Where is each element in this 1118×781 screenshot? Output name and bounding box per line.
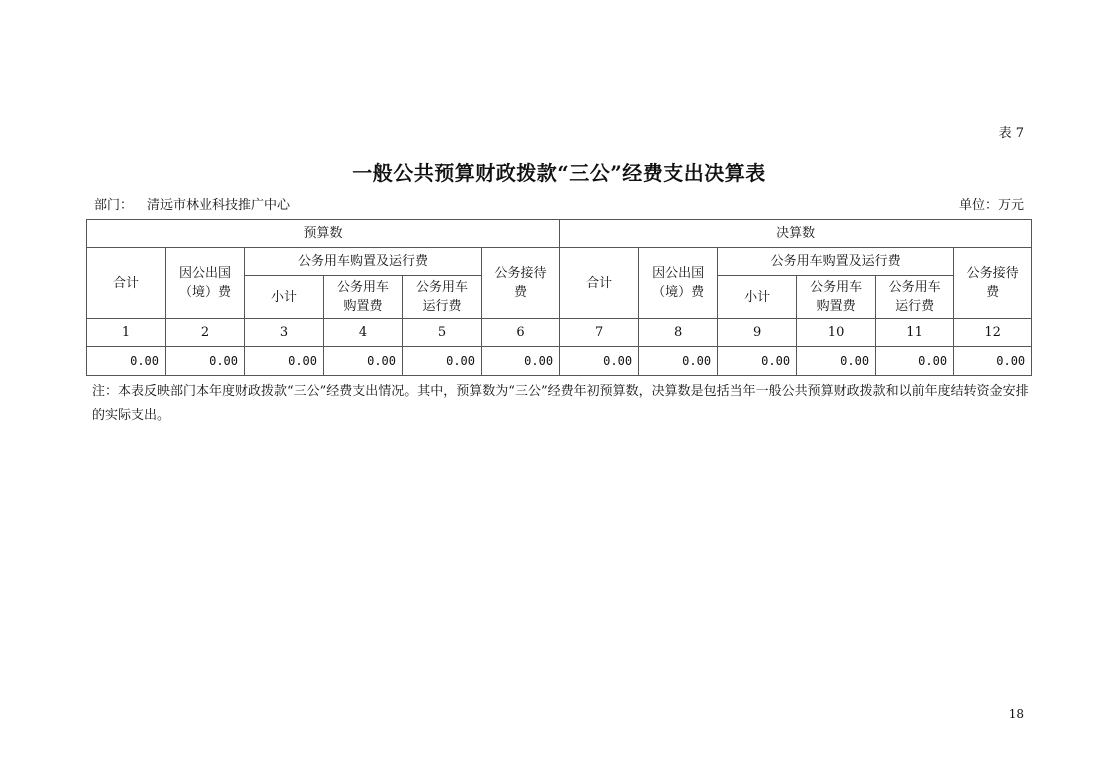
budget-reception-header — [482, 248, 560, 319]
final-abroad-header — [639, 248, 718, 319]
final-total-header: 合计 — [560, 248, 639, 319]
department-name: 清远市林业科技推广中心 — [147, 198, 291, 213]
value-cell: 0.00 — [954, 347, 1032, 376]
page-number: 18 — [1008, 707, 1024, 721]
department-line — [94, 194, 290, 213]
value-cell: 0.00 — [87, 347, 166, 376]
reception-line1: 公务接待 — [966, 266, 1019, 281]
value-row — [87, 347, 1032, 376]
purchase-line1: 公务用车 — [336, 280, 389, 295]
budget-abroad-header — [166, 248, 245, 319]
column-index: 9 — [718, 319, 797, 347]
column-index: 11 — [876, 319, 954, 347]
budget-subtotal-header: 小计 — [245, 276, 324, 319]
value-cell: 0.00 — [166, 347, 245, 376]
final-operation-header — [876, 276, 954, 319]
purchase-line1: 公务用车 — [810, 280, 863, 295]
operation-line1: 公务用车 — [888, 280, 941, 295]
reception-line1: 公务接待 — [494, 266, 547, 281]
purchase-line2: 购置费 — [343, 299, 383, 314]
value-cell: 0.00 — [876, 347, 954, 376]
budget-purchase-header — [324, 276, 403, 319]
value-cell: 0.00 — [639, 347, 718, 376]
operation-line2: 运行费 — [422, 299, 462, 314]
abroad-line2: （境）费 — [652, 285, 705, 300]
department-label: 部门： — [94, 198, 134, 213]
value-cell: 0.00 — [403, 347, 482, 376]
reception-line2: 费 — [514, 285, 528, 300]
budget-operation-header — [403, 276, 482, 319]
operation-line1: 公务用车 — [415, 280, 468, 295]
column-index: 3 — [245, 319, 324, 347]
column-index-row — [87, 319, 1032, 347]
column-index: 2 — [166, 319, 245, 347]
expense-table — [86, 219, 1032, 376]
value-cell: 0.00 — [797, 347, 876, 376]
final-purchase-header — [797, 276, 876, 319]
operation-line2: 运行费 — [895, 299, 935, 314]
final-group-header: 决算数 — [560, 220, 1032, 248]
column-index: 4 — [324, 319, 403, 347]
final-subtotal-header: 小计 — [718, 276, 797, 319]
column-index: 1 — [87, 319, 166, 347]
document-title: 一般公共预算财政拨款“三公”经费支出决算表 — [352, 161, 766, 185]
table-number: 表 7 — [998, 126, 1024, 141]
abroad-line2: （境）费 — [178, 285, 231, 300]
value-cell: 0.00 — [245, 347, 324, 376]
value-cell: 0.00 — [482, 347, 560, 376]
final-reception-header — [954, 248, 1032, 319]
column-index: 10 — [797, 319, 876, 347]
column-index: 8 — [639, 319, 718, 347]
column-index: 12 — [954, 319, 1032, 347]
value-cell: 0.00 — [718, 347, 797, 376]
unit-label: 单位：万元 — [958, 198, 1024, 213]
column-index: 5 — [403, 319, 482, 347]
column-index: 6 — [482, 319, 560, 347]
budget-total-header: 合计 — [87, 248, 166, 319]
footnote: 注：本表反映部门本年度财政拨款“三公”经费支出情况。其中，预算数为“三公”经费年初预算数，决算数是包括当年一般公共预算财政拨款和以前年度结转资金安排的实际支出。 — [92, 384, 1029, 423]
column-index: 7 — [560, 319, 639, 347]
abroad-line1: 因公出国 — [178, 266, 231, 281]
budget-group-header: 预算数 — [87, 220, 560, 248]
value-cell: 0.00 — [560, 347, 639, 376]
final-vehicle-group-header: 公务用车购置及运行费 — [718, 248, 954, 276]
reception-line2: 费 — [986, 285, 1000, 300]
purchase-line2: 购置费 — [816, 299, 856, 314]
value-cell: 0.00 — [324, 347, 403, 376]
abroad-line1: 因公出国 — [652, 266, 705, 281]
budget-vehicle-group-header: 公务用车购置及运行费 — [245, 248, 482, 276]
